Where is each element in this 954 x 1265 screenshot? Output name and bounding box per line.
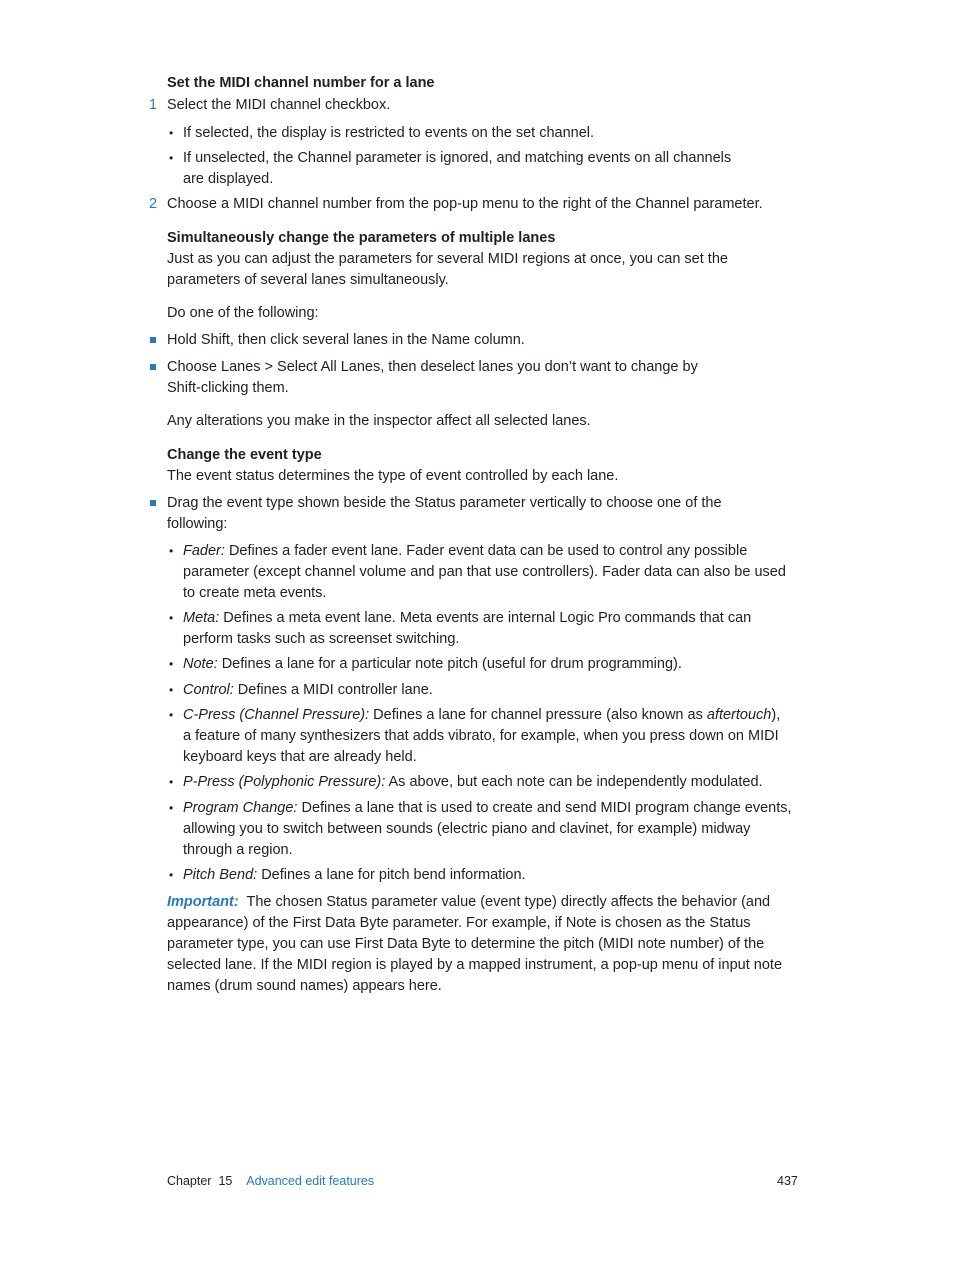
step-number: 1 (149, 97, 158, 113)
bullet-dot: • (169, 544, 174, 558)
type-emphasis: aftertouch (706, 707, 772, 723)
step-text: Choose a MIDI channel number from the pop-up menu to the right of the Channel parameter. (167, 196, 763, 212)
paragraph-lead: Do one of the following: (167, 305, 319, 321)
paragraph-intro: The event status determines the type of event controlled by each lane. (167, 468, 619, 484)
type-item-program-change (183, 798, 797, 861)
page-number: 437 (777, 1174, 798, 1188)
type-desc: Defines a fader event lane. Fader event data can be used to control any possible parameter (except channel volume and pan that use controllers). Fader data can also be used to create meta events. (183, 543, 786, 601)
type-term: P-Press (Polyphonic Pressure): (183, 774, 386, 790)
footer-chapter (167, 1173, 374, 1189)
bullet-dot: • (169, 801, 174, 815)
heading-multiple-lanes: Simultaneously change the parameters of multiple lanes (167, 230, 556, 246)
bullet-dot: • (169, 611, 174, 625)
type-desc: Defines a meta event lane. Meta events are internal Logic Pro commands that can perform tasks such as screenset switching. (183, 610, 752, 647)
bullet-text: If unselected, the Channel parameter is ignored, and matching events on all channels are displayed. (183, 150, 732, 187)
type-term: Control: (183, 682, 234, 698)
paragraph-intro: Just as you can adjust the parameters for several MIDI regions at once, you can set the parameters of several lanes simultaneously. (167, 251, 728, 288)
option-text: Choose Lanes > Select All Lanes, then deselect lanes you don’t want to change by Shift-clicking them. (167, 359, 698, 396)
type-term: Program Change: (183, 800, 298, 816)
type-term: Pitch Bend: (183, 867, 258, 883)
task-text: Drag the event type shown beside the Status parameter vertically to choose one of the following: (167, 495, 722, 532)
type-desc: Defines a lane for pitch bend information. (257, 867, 526, 883)
important-note (167, 892, 797, 997)
square-bullet-icon (150, 500, 156, 506)
bullet-dot: • (169, 775, 174, 789)
bullet-dot: • (169, 151, 174, 165)
important-label: Important: (167, 894, 239, 910)
type-item-pitch-bend (183, 865, 797, 886)
step-number: 2 (149, 196, 158, 212)
type-desc-continued: ), a feature of many synthesizers that adds vibrato, for example, when you press down on MIDI keyboard keys that are already held. (183, 707, 781, 765)
type-desc: Defines a lane that is used to create and send MIDI program change events, allowing you to switch between sounds (electric piano and clavinet, for example) midway through a region. (183, 800, 792, 858)
type-desc: Defines a lane for a particular note pitch (useful for drum programming). (217, 656, 682, 672)
type-item-fader (183, 541, 797, 604)
bullet-dot: • (169, 708, 174, 722)
heading-set-midi-channel: Set the MIDI channel number for a lane (167, 75, 435, 91)
option-text: Hold Shift, then click several lanes in the Name column. (167, 332, 525, 348)
type-item-p-press (183, 772, 797, 793)
type-item-c-press (183, 705, 783, 768)
type-term: C-Press (Channel Pressure): (183, 707, 370, 723)
square-bullet-icon (150, 364, 156, 370)
bullet-dot: • (169, 126, 174, 140)
step-text: Select the MIDI channel checkbox. (167, 97, 391, 113)
bullet-dot: • (169, 683, 174, 697)
square-bullet-icon (150, 337, 156, 343)
bullet-dot: • (169, 657, 174, 671)
footer-chapter-label: Chapter (167, 1174, 212, 1188)
footer-chapter-title-link[interactable]: Advanced edit features (246, 1174, 375, 1188)
bullet-dot: • (169, 868, 174, 882)
type-term: Note: (183, 656, 218, 672)
type-item-meta (183, 608, 763, 650)
type-term: Meta: (183, 610, 220, 626)
type-desc: As above, but each note can be independently modulated. (385, 774, 763, 790)
type-desc: Defines a MIDI controller lane. (233, 682, 433, 698)
paragraph-note: Any alterations you make in the inspector affect all selected lanes. (167, 413, 591, 429)
type-item-note (183, 654, 797, 675)
type-desc: Defines a lane for channel pressure (also known as (369, 707, 707, 723)
type-item-control (183, 680, 797, 701)
heading-event-type: Change the event type (167, 447, 322, 463)
type-term: Fader: (183, 543, 225, 559)
bullet-text: If selected, the display is restricted to events on the set channel. (183, 125, 595, 141)
footer-chapter-number: 15 (218, 1174, 233, 1188)
important-text: The chosen Status parameter value (event type) directly affects the behavior (and appearance) of the First Data Byte parameter. For example, if Note is chosen as the Status parameter type, you can use First Data Byte to determine the pitch (MIDI note number) of the selected lane. If the MIDI region is played by a mapped instrument, a pop-up menu of input note names (drum sound names) appears here. (167, 894, 787, 994)
